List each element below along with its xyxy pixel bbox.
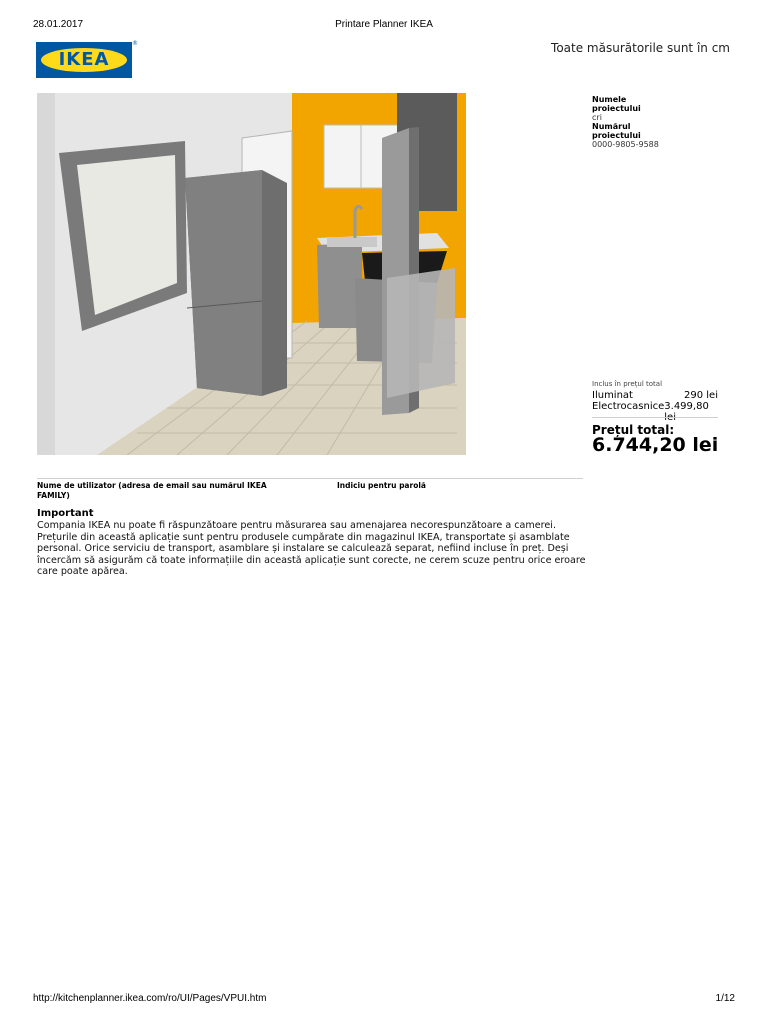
password-hint-label: Indiciu pentru parolă <box>337 481 426 490</box>
project-number-value: 0000-9805-9588 <box>592 140 659 149</box>
registered-mark: ® <box>132 40 138 47</box>
username-label: Nume de utilizator (adresa de email sau numărul IKEA FAMILY) <box>37 481 267 500</box>
print-url: http://kitchenplanner.ikea.com/ro/UI/Pages/VPUI.htm <box>33 993 267 1004</box>
print-title: Printare Planner IKEA <box>335 19 433 30</box>
price-item-label: Iluminat <box>592 390 633 401</box>
price-item-value: 290 lei <box>684 390 718 401</box>
print-date: 28.01.2017 <box>33 19 84 30</box>
price-item-value: 3.499,80 lei <box>664 401 709 423</box>
price-row-lighting <box>592 390 718 401</box>
project-name-value: cri <box>592 113 602 122</box>
important-title: Important <box>37 508 94 519</box>
measurement-note: Toate măsurătorile sunt în cm <box>551 41 730 55</box>
project-info <box>592 95 712 149</box>
important-body: Compania IKEA nu poate fi răspunzătoare pentru măsurarea sau amenajarea necorespunzătoare a camerei. Prețurile din această aplicație sunt pentru produsele cumpărate din magazinul IKEA, transportate și asamblate personal. Orice serviciu de transport, asamblare și instalare se calculează separat, nefiind incluse în preț. Deși încercăm să asigurăm că toate informațiile din această aplicație sunt corecte, ne cerem scuze pentru orice eroare care poate apărea. <box>37 520 586 577</box>
ikea-logo <box>36 42 132 78</box>
total-price-value: 6.744,20 lei <box>592 434 719 456</box>
price-item-label: Electrocasnice <box>592 401 665 412</box>
project-number-label: Numărul proiectului <box>592 122 641 140</box>
included-label: Inclus în prețul total <box>592 380 663 388</box>
kitchen-3d-render <box>37 93 466 455</box>
page-number: 1/12 <box>715 993 735 1004</box>
fields-divider <box>37 478 583 479</box>
price-divider <box>592 417 718 418</box>
total-price-label: Prețul total: <box>592 423 675 437</box>
project-name-label: Numele proiectului <box>592 95 641 113</box>
price-row-appliances <box>592 401 718 423</box>
logo-text: IKEA <box>58 49 110 70</box>
